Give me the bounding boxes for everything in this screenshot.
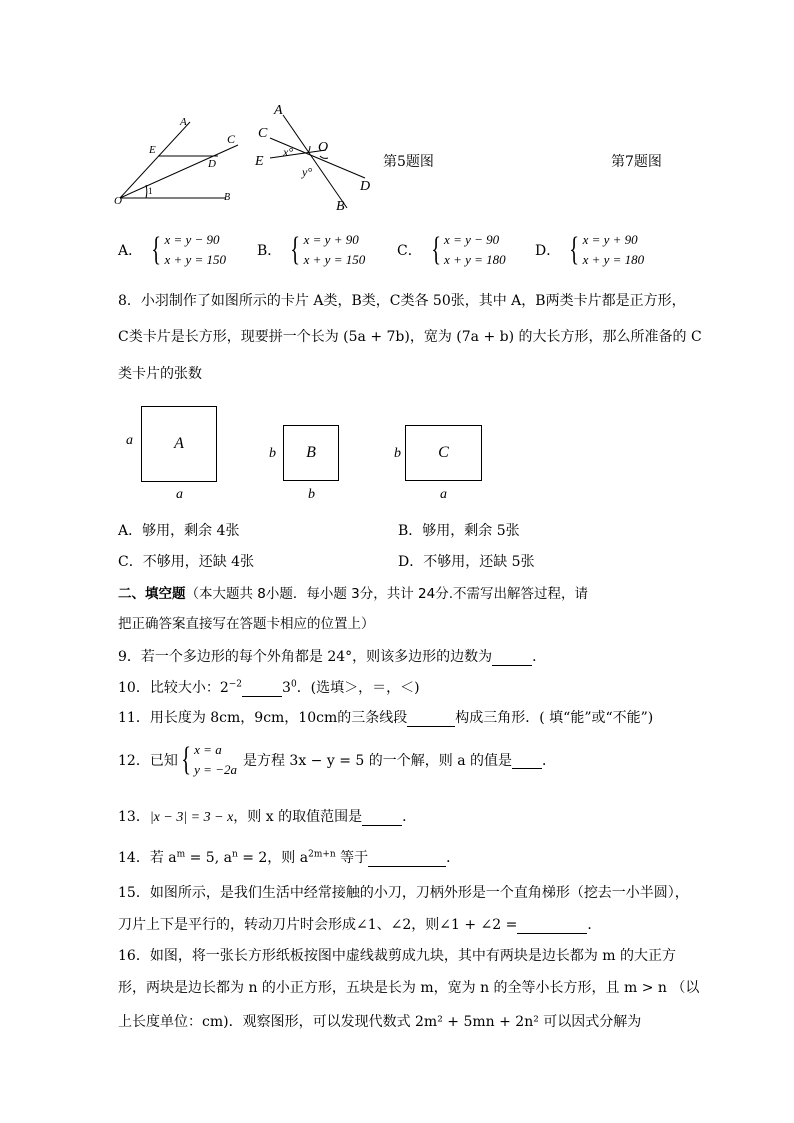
q7-option-letter: D． — [535, 243, 561, 259]
fig5-label-a: A — [180, 116, 187, 128]
q10-a: 2 — [219, 680, 229, 696]
card-name: C — [438, 444, 449, 461]
q9-text: 9．若一个多边形的每个外角都是 24°，则该多边形的边数为 — [118, 649, 493, 665]
q7-option-a — [118, 230, 226, 270]
fig5-label-o: O — [114, 195, 122, 207]
q10-b-exp: 0 — [290, 679, 297, 690]
q14 — [118, 847, 460, 867]
q13-mid: ，则 x 的取值范围是 — [233, 809, 363, 825]
fig5-label-c: C — [227, 132, 236, 146]
q12-answer-blank[interactable] — [512, 752, 542, 769]
q11 — [118, 707, 653, 727]
q7-option-c — [397, 230, 506, 270]
eq-row: x = a — [194, 742, 222, 757]
q14-answer-blank[interactable] — [368, 850, 446, 867]
eq-row: x + y = 180 — [444, 252, 506, 267]
q12-pre: 12．已知 — [118, 753, 178, 769]
q13-expr: |x − 3| = 3 − x — [149, 810, 234, 825]
fig7-label-o: O — [318, 140, 329, 155]
brace: { — [290, 231, 301, 268]
section2-desc1: （本大题共 8小题．每小题 3分，共计 24分.不需写出解答过程，请 — [185, 586, 589, 602]
q16-line2: 形，两块是边长都为 n 的小正方形，五块是长为 m，宽为 n 的全等小长方形，且 m > n （以 — [118, 980, 700, 996]
q14-end: ． — [446, 850, 461, 866]
q15-end: ． — [587, 917, 602, 933]
fig7-label-d: D — [360, 179, 371, 194]
q16-line1: 16．如图，将一张长方形纸板按图中虚线裁剪成九块，其中有两块是边长都为 m 的大正方 — [118, 948, 676, 964]
card-c-side: b — [394, 446, 401, 461]
card-name: A — [174, 435, 184, 452]
card-c — [405, 425, 482, 481]
brace: { — [151, 231, 162, 268]
q12 — [118, 740, 556, 780]
q15-answer-blank[interactable] — [517, 917, 587, 934]
card-b-side: b — [269, 446, 276, 461]
eq-row: x + y = 150 — [303, 252, 366, 267]
q10-a-exp: −2 — [228, 679, 243, 690]
q12-mid: 是方程 3x − y = 5 的一个解，则 a 的值是 — [242, 753, 513, 769]
q10-b: 3 — [282, 680, 291, 696]
q13-end: ． — [402, 809, 417, 825]
q14-pre: 14．若 a — [118, 850, 177, 866]
q10-pre: 10．比较大小： — [118, 680, 220, 696]
q8-option-d: D．不够用，还缺 5张 — [398, 554, 535, 570]
card-name: B — [306, 444, 316, 461]
q11-text: 11．用长度为 8cm，9cm，10cm的三条线段 — [118, 710, 408, 726]
section2-title: 二、填空题 — [118, 586, 186, 602]
q9-end: ． — [532, 649, 547, 665]
q8-option-c: C．不够用，还缺 4张 — [118, 554, 255, 570]
q11-answer-blank[interactable] — [407, 710, 455, 727]
card-b — [283, 425, 339, 481]
q15-line2 — [118, 914, 601, 934]
q14-exp-2mn: 2m+n — [308, 849, 336, 860]
q7-option-letter: B． — [257, 243, 282, 259]
q14-mid1: = 5, a — [185, 850, 232, 866]
fig5-label-e: E — [149, 144, 156, 156]
fig7-label-e: E — [255, 154, 264, 169]
eq-row: x + y = 180 — [582, 252, 645, 267]
q7-option-b — [257, 230, 365, 270]
q14-mid2: = 2，则 a — [237, 850, 309, 866]
figure-q7 — [250, 98, 380, 213]
q10-answer-blank[interactable] — [242, 680, 282, 697]
q16-line3: 上长度单位：cm)．观察图形，可以发现代数式 2m² + 5mn + 2n² 可以因式分解为 — [118, 1014, 642, 1030]
q9 — [118, 646, 546, 666]
eq-row: x = y − 90 — [164, 232, 220, 247]
q7-option-letter: C． — [397, 243, 422, 259]
brace: { — [430, 231, 441, 268]
brace: { — [569, 231, 580, 268]
q8-option-b: B．够用，剩余 5张 — [398, 523, 520, 539]
q8-line1: 8．小羽制作了如图所示的卡片 A类，B类，C类各 50张，其中 A，B两类卡片都是正方形， — [118, 293, 686, 309]
eq-row: x = y + 90 — [303, 232, 359, 247]
fig5-label-d: D — [208, 158, 216, 170]
section2-header — [118, 582, 588, 602]
fig7-label-y: y° — [302, 165, 313, 179]
brace: { — [181, 741, 191, 778]
card-b-bottom: b — [308, 487, 315, 502]
q8-line2: C类卡片是长方形，现要拼一个长为 (5a + 7b)，宽为 (7a + b) 的大长方形，那么所准备的 C — [118, 329, 702, 345]
q13 — [118, 806, 416, 826]
q8-line3: 类卡片的张数 — [118, 366, 202, 382]
section2-desc2: 把正确答案直接写在答题卡相应的位置上） — [118, 616, 375, 632]
card-a-side: a — [126, 433, 133, 448]
q10 — [118, 677, 420, 697]
fig5-label-b: B — [224, 192, 231, 203]
card-a — [141, 406, 217, 482]
q7-option-letter: A． — [118, 243, 143, 259]
eq-row: x + y = 150 — [164, 252, 227, 267]
fig7-caption: 第7题图 — [611, 154, 662, 170]
figure-q5 — [108, 105, 248, 215]
card-a-bottom: a — [176, 487, 183, 502]
fig7-label-b: B — [336, 199, 345, 213]
fig5-caption: 第5题图 — [383, 154, 434, 170]
q14-mid3: 等于 — [335, 850, 369, 866]
q11-end: 构成三角形．( 填“能”或“不能”) — [455, 710, 654, 726]
q14-exp-m: m — [176, 849, 186, 860]
q15-line1: 15．如图所示，是我们生活中经常接触的小刀，刀柄外形是一个直角梯形（挖去一小半圆）， — [118, 885, 689, 901]
fig7-label-a: A — [274, 103, 283, 118]
q7-option-d — [535, 230, 644, 270]
q13-answer-blank[interactable] — [362, 809, 402, 826]
eq-row: x = y − 90 — [444, 232, 500, 247]
fig7-label-c: C — [258, 126, 268, 141]
eq-row: x = y + 90 — [582, 232, 638, 247]
q15-line2-text: 刀片上下是平行的，转动刀片时会形成∠1、∠2，则∠1 + ∠2 = — [118, 917, 518, 933]
q8-option-a: A．够用，剩余 4张 — [118, 523, 240, 539]
q12-end: ． — [542, 753, 557, 769]
q13-pre: 13． — [118, 809, 150, 825]
q9-answer-blank[interactable] — [492, 649, 532, 666]
q10-end: ．(选填＞，＝，＜) — [296, 680, 420, 696]
card-c-bottom: a — [440, 487, 447, 502]
q14-exp-n: n — [231, 849, 238, 860]
fig5-angle-1: 1 — [148, 186, 153, 196]
eq-row: y = −2a — [194, 762, 237, 777]
fig7-label-x: x° — [283, 145, 294, 159]
